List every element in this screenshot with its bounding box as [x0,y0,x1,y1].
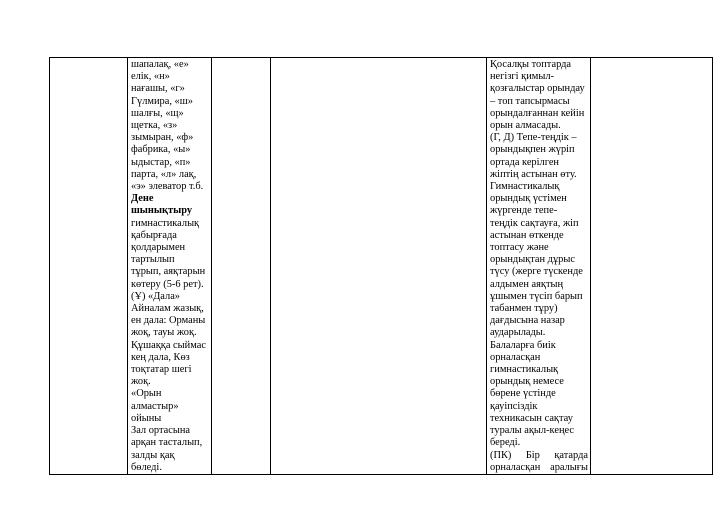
text-line: тұрып, аяқтарын [131,266,206,278]
text-line: жүргенде тепе- [490,205,558,217]
text-line: орын алмасады. [490,120,561,132]
word: орналасқан [490,461,541,473]
cell-2-text [128,58,211,474]
text-line: астынан өткенде [490,229,564,241]
table-cell-6 [591,58,713,475]
section-heading: Дене [131,193,154,205]
justified-line [490,450,588,462]
text-line: ортада керілген [490,156,559,168]
text-line: гимнастикалық [490,364,559,376]
table-cell-2 [128,58,212,475]
cell-5-text [487,58,590,474]
text-line: негізгі қимыл- [490,71,554,83]
text-line: қолдарымен [131,242,186,254]
text-line: жіптің астынан өту. [490,168,577,180]
table-cell-3 [212,58,271,475]
text-line: алдымен аяқтың [490,278,564,290]
text-line: Айналам жазық, [131,303,204,315]
plan-table [49,57,713,475]
word: аралығы [550,461,588,473]
text-line: гимнастикалық [131,217,200,229]
text-line: түсу (жерге түскенде [490,266,583,278]
text-line: елік, «н» [131,71,170,83]
text-line: жоқ, тауы жоқ. [131,327,197,339]
text-line: арқан тасталып, [131,437,203,449]
text-line: теңдік сақтауға, жіп [490,217,579,229]
text-line: бөледі. [131,461,162,473]
text-line: шалғы, «щ» [131,107,184,119]
table-cell-1 [50,58,128,475]
word: қатарда [554,449,588,461]
text-line: көтеру (5-6 рет). [131,278,204,290]
text-line: Қосалқы топтарда [490,59,572,70]
text-line: дағдысына назар [490,315,565,327]
word: Бір [525,449,540,461]
text-line: орындық үстімен [490,193,567,205]
text-line: Құшаққа сыймас [131,339,206,351]
text-line: кең дала, Көз [131,351,190,363]
text-line: Балаларға биік [490,339,556,351]
text-line: береді. [490,437,521,449]
text-line: парта, «л» лақ, [131,168,197,180]
justified-line [490,462,588,474]
text-line: орналасқан [490,351,541,363]
text-line: жоқ. [131,376,151,388]
text-line: топтасу және [490,242,549,254]
text-line: Гүлмира, «ш» [131,95,193,107]
text-line: «Орын [131,388,162,400]
table-row [50,58,713,475]
text-line: қозғалыстар орындау [490,83,585,95]
text-line: зымыран, «ф» [131,132,194,144]
section-heading: шынықтыру [131,205,193,217]
text-line: шапалақ, «е» [131,59,189,70]
text-line: ойыны [131,412,162,424]
text-line: фабрика, «ы» [131,144,191,156]
text-line: қабырғада [131,229,177,241]
text-line: техникасын сақтау [490,412,573,424]
text-line: (Ұ) «Дала» [131,290,181,302]
text-line: орындықпен жүріп [490,144,575,156]
text-line: ыдыстар, «п» [131,156,191,168]
text-line: нағашы, «г» [131,83,185,95]
text-line: (Г, Д) Тепе-теңдік – [490,132,577,144]
text-line: тартылып [131,254,175,266]
text-line: алмастыр» [131,400,179,412]
text-line: Гимнастикалық [490,181,560,193]
text-line: орындықтан дұрыс [490,254,575,266]
text-line: бөрене үстінде [490,388,556,400]
table-cell-5 [487,58,591,475]
text-line: туралы ақыл-кеңес [490,425,574,437]
text-line: орындалғаннан кейін [490,107,585,119]
text-line: ұшымен түсіп барып [490,290,583,302]
text-line: аударылады. [490,327,546,339]
word: (ПК) [490,449,512,461]
text-line: щетка, «з» [131,120,178,132]
text-line: Зал ортасына [131,425,190,437]
text-line: «э» элеватор т.б. [131,181,204,193]
text-line: залды қақ [131,449,175,461]
text-line: тоқтатар шегі [131,364,192,376]
text-line: ен дала: Орманы [131,315,206,327]
table-cell-4 [271,58,487,475]
text-line: табанмен тұру) [490,303,558,315]
text-line: орындық немесе [490,376,564,388]
text-line: қауіпсіздік [490,400,538,412]
text-line: – топ тапсырмасы [490,95,570,107]
